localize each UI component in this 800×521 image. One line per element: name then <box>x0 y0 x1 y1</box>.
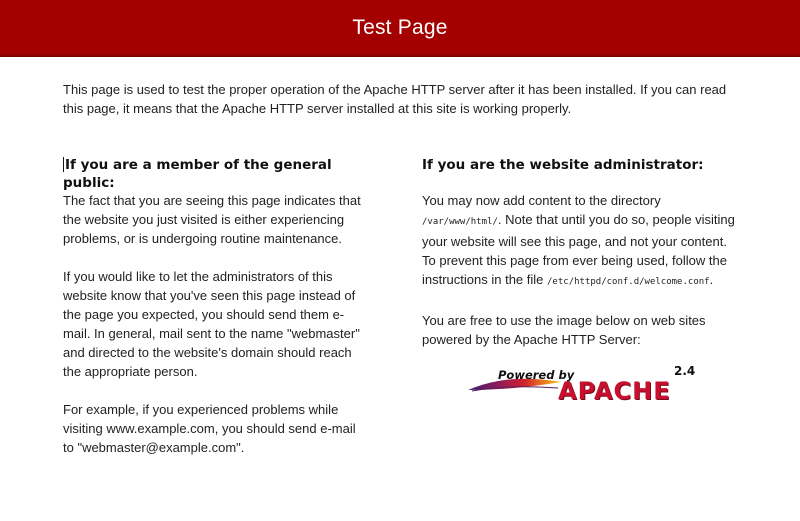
welcome-conf-path: /etc/httpd/conf.d/welcome.conf <box>547 277 710 287</box>
administrator-paragraph-2: You are free to use the image below on web sites powered by the Apache HTTP Server: <box>422 313 706 347</box>
admin-p1-text-b: . Note that until you do so, people visiting your website will see this page, and not your content. To prevent this page from ever being used, follow the instructions in the file <box>422 212 735 287</box>
document-root-path: /var/www/html/ <box>422 217 498 227</box>
general-public-heading <box>63 156 363 191</box>
page-header <box>0 0 800 57</box>
general-public-heading-text: If you are a member of the general public: <box>63 157 332 191</box>
apache-brand-label: APACHE <box>558 377 671 405</box>
admin-p1-text-c: . <box>709 272 714 287</box>
powered-by-label: Powered by <box>498 368 575 382</box>
general-public-paragraph-3: For example, if you experienced problems while visiting www.example.com, you should send e-mail to "webmaster@example.com". <box>63 402 356 455</box>
general-public-section <box>63 156 363 476</box>
powered-by-apache-badge[interactable] <box>466 364 706 408</box>
administrator-heading: If you are the website administrator: <box>422 157 704 173</box>
intro-paragraph: This page is used to test the proper operation of the Apache HTTP server after it has been installed. If you can read this page, it means that the Apache HTTP server installed at this site is working properly. <box>63 82 727 116</box>
administrator-paragraph-1 <box>422 191 742 292</box>
admin-p1-text-a: You may now add content to the directory <box>422 193 661 208</box>
general-public-paragraph-2: If you would like to let the administrators of this website know that you've seen this page instead of the page you expected, you should send them e-mail. In general, mail sent to the name "webmaster" and directed to the website's domain should reach the appropriate person. <box>63 269 360 379</box>
apache-version-label: 2.4 <box>674 364 696 378</box>
administrator-section <box>422 156 742 408</box>
page-title: Test Page <box>352 16 448 39</box>
general-public-paragraph-1: The fact that you are seeing this page indicates that the website you just visited is either experiencing problems, or is undergoing routine maintenance. <box>63 193 361 246</box>
text-cursor <box>63 157 64 172</box>
